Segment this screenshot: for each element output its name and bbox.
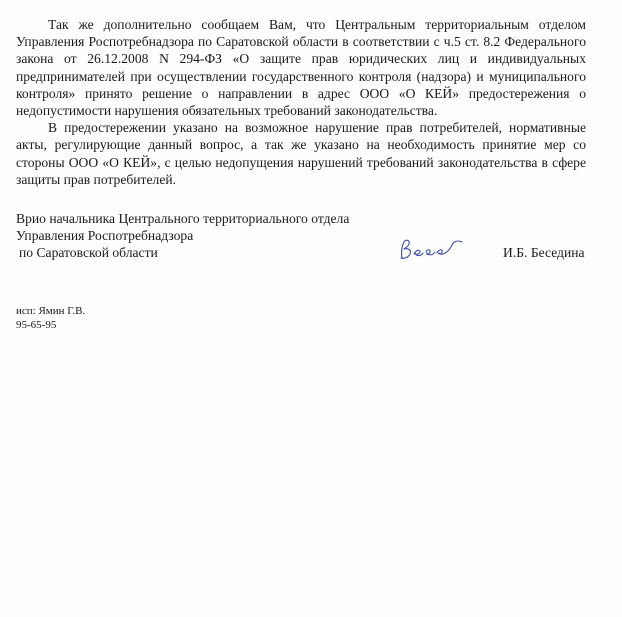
handwritten-signature (396, 236, 468, 266)
executor-info (16, 304, 85, 332)
letter-body (16, 16, 586, 188)
paragraph-notification: Так же дополнительно сообщаем Вам, что Центральным территориальным отделом Управления Роспотребнадзора по Саратовской области в соответствии с ч.5 ст. 8.2 Федерального закона от 26.12.2008 N 294-ФЗ «О защите прав юридических лиц и индивидуальных предпринимателей при осуществлении государственного контроля (надзора) и муниципального контроля» принято решение о направлении в адрес ООО «О КЕЙ» предостережения о недопустимости нарушения обязательных требований законодательства. (16, 17, 586, 119)
position-department-line: Управления Роспотребнадзора (16, 228, 194, 244)
executor-phone: 95-65-95 (16, 319, 57, 331)
position-title-line: Врио начальника Центрального территориального отдела (16, 211, 350, 226)
position-region-line: по Саратовской области (19, 245, 158, 261)
executor-name: исп: Ямин Г.В. (16, 305, 86, 317)
signatory-position (16, 210, 349, 262)
signer-name: И.Б. Беседина (503, 245, 585, 260)
paragraph-warning-details: В предостережении указано на возможное нарушение прав потребителей, нормативные акты, регулирующие данный вопрос, а так же указано на необходимость принятие мер со стороны ООО «О КЕЙ», с целью недопущения нарушений требований законодательства в сфере защиты прав потребителей. (16, 120, 586, 187)
signature-glyphs: Бесе (396, 236, 398, 237)
